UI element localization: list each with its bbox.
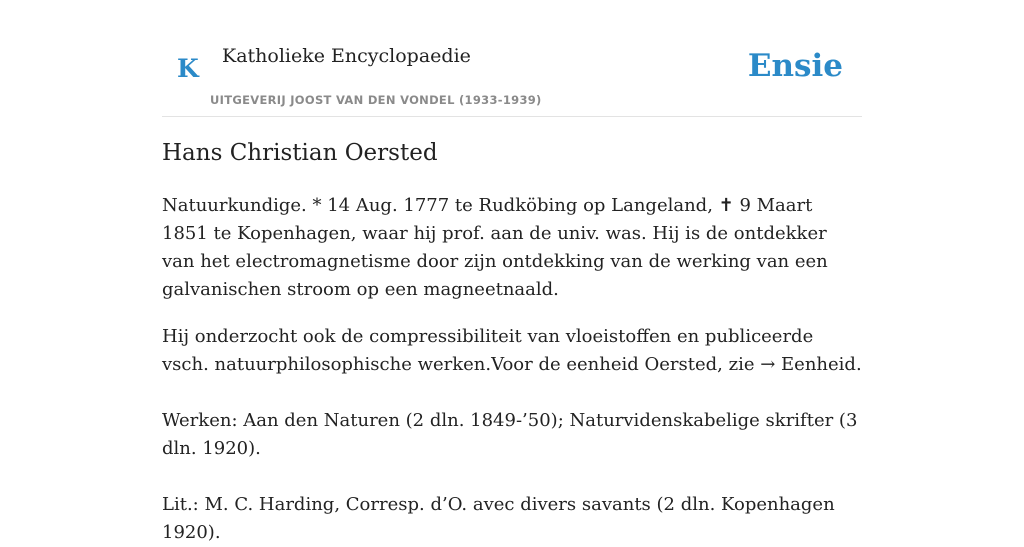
content-container xyxy=(162,0,862,543)
publisher-subtitle: UITGEVERIJ JOOST VAN DEN VONDEL (1933-1939) xyxy=(210,93,542,107)
ensie-logo-link[interactable]: Ensie xyxy=(747,48,843,84)
article-title: Hans Christian Oersted xyxy=(162,140,438,166)
site-header xyxy=(162,0,862,117)
paragraph-biography: Natuurkundige. * 14 Aug. 1777 te Rudköbing op Langeland, ✝ 9 Maart 1851 te Kopenhagen, waar hij prof. aan de univ. was. Hij is de ontdekker van het electromagnetisme door zijn ontdekking van de werking van een galvanischen stroom op een magneetnaald. xyxy=(162,195,828,300)
paragraph-research-text: Hij onderzocht ook de compressibiliteit van vloeistoffen en publiceerde vsch. natuurphilosophische werken.Voor de eenheid Oersted, zie xyxy=(162,326,814,375)
paragraph-research-end: . xyxy=(855,354,862,375)
paragraph-literature: Lit.: M. C. Harding, Corresp. d’O. avec divers savants (2 dln. Kopenhagen 1920). xyxy=(162,494,835,543)
paragraph-works: Werken: Aan den Naturen (2 dln. 1849-’50); Naturvidenskabelige skrifter (3 dln. 1920). xyxy=(162,410,858,459)
eenheid-link[interactable]: → Eenheid xyxy=(760,354,856,375)
paragraph-research xyxy=(162,323,862,379)
site-title[interactable]: Katholieke Encyclopaedie xyxy=(222,45,471,67)
logo-k[interactable]: K xyxy=(177,54,199,83)
